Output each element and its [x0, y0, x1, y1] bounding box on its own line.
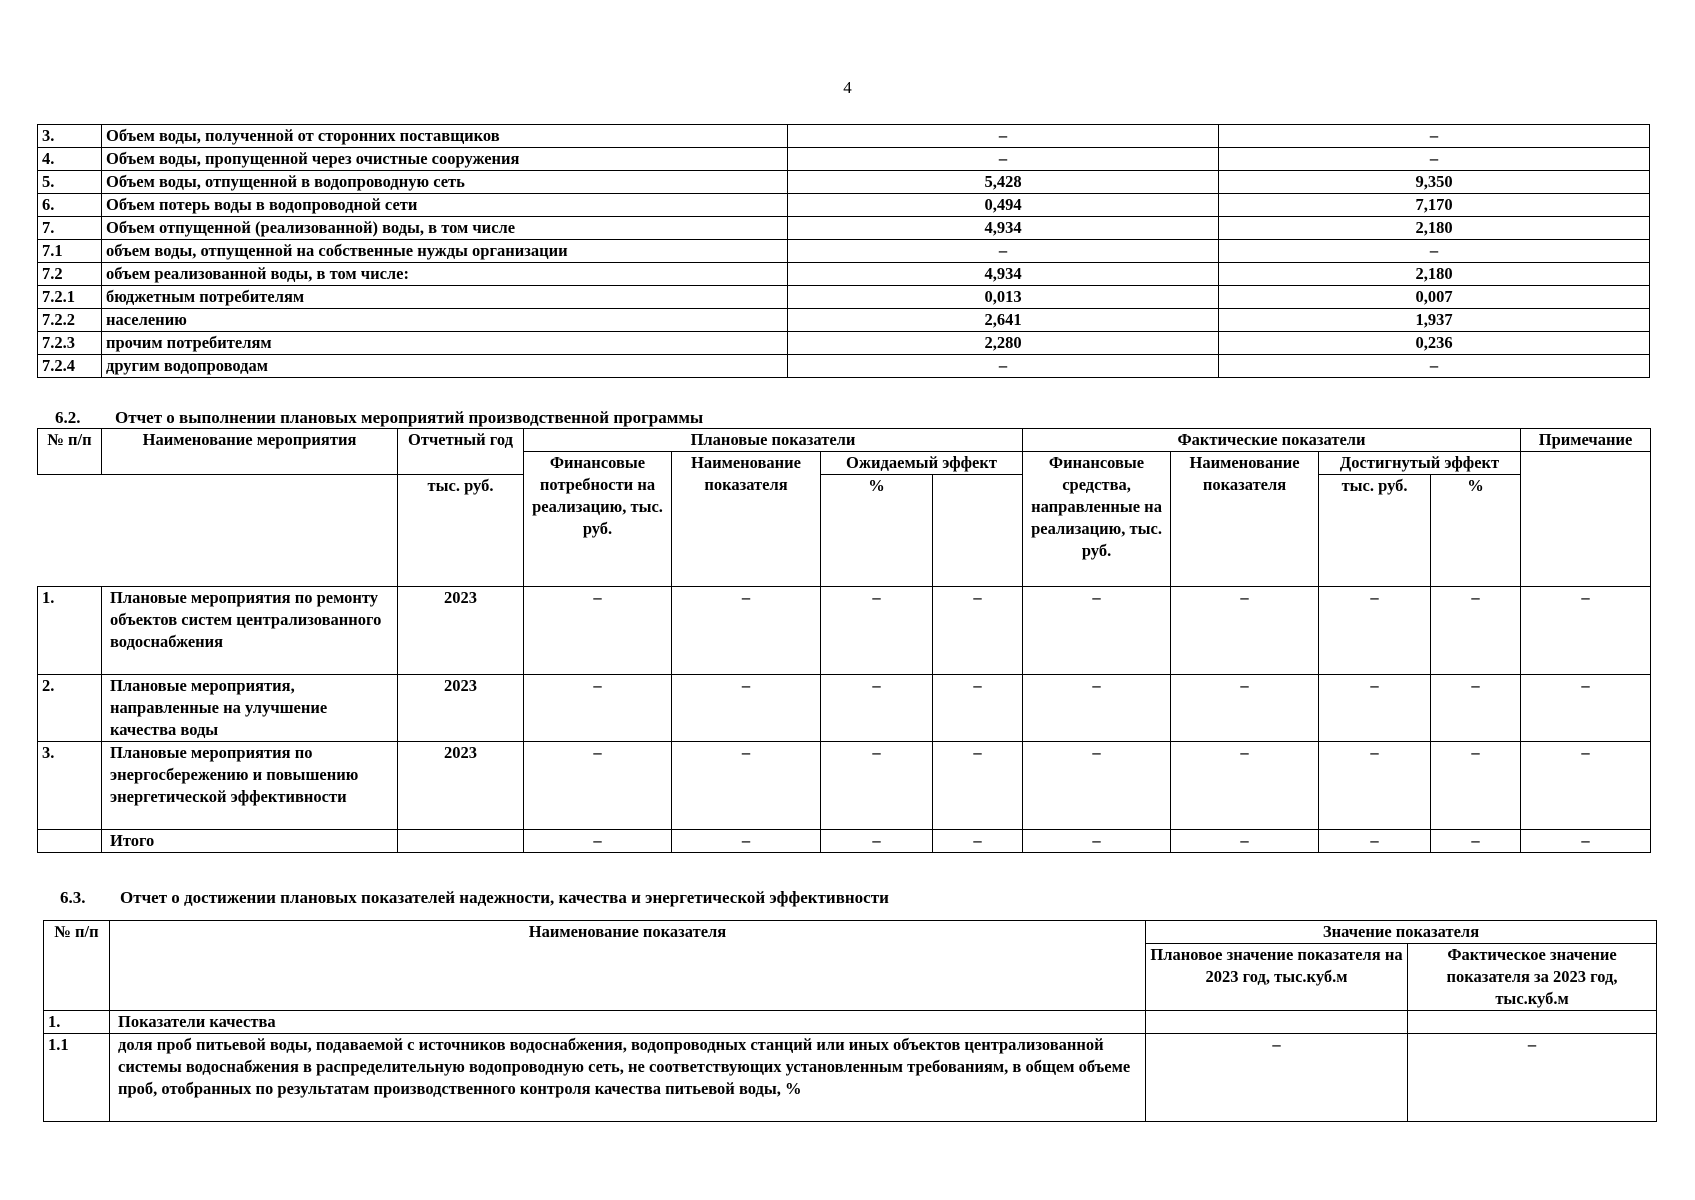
row-name: Объем воды, полученной от сторонних поставщиков	[102, 125, 788, 148]
row-value: –	[821, 675, 933, 742]
header-plan-value: Плановое значение показателя на 2023 год, тыс.куб.м	[1146, 944, 1408, 1011]
row-value: –	[933, 742, 1023, 830]
header-act-rub: тыс. руб.	[1319, 475, 1431, 587]
row-value: –	[672, 830, 821, 853]
row-name: Плановые мероприятия, направленные на улучшение качества воды	[102, 675, 398, 742]
row-value: –	[1319, 830, 1431, 853]
row-number: 7.	[38, 217, 102, 240]
row-value: –	[933, 830, 1023, 853]
value-actual: 1,937	[1219, 309, 1650, 332]
table-row	[38, 309, 1650, 332]
row-value: –	[1171, 587, 1319, 675]
row-value: –	[1319, 587, 1431, 675]
row-number: 4.	[38, 148, 102, 171]
value-planned: –	[788, 240, 1219, 263]
row-value: –	[672, 675, 821, 742]
header-act-pct: %	[1431, 475, 1521, 587]
table-row	[38, 675, 1651, 742]
row-value: –	[1521, 742, 1651, 830]
header-plan-pct: %	[821, 475, 933, 587]
table-row	[38, 171, 1650, 194]
value-planned: 0,494	[788, 194, 1219, 217]
header-value: Значение показателя	[1146, 921, 1657, 944]
value-actual: –	[1219, 125, 1650, 148]
row-number: 3.	[38, 125, 102, 148]
row-number: 5.	[38, 171, 102, 194]
reliability-indicators-table	[43, 920, 1657, 1122]
row-number: 1.	[38, 587, 102, 675]
row-value: –	[524, 830, 672, 853]
header-act-fin: Финансовые средства, направленные на реализацию, тыс. руб.	[1023, 452, 1171, 587]
row-year: 2023	[398, 742, 524, 830]
table-row	[38, 194, 1650, 217]
row-number: 1.	[44, 1011, 110, 1034]
table-row	[38, 148, 1650, 171]
row-value: –	[1521, 675, 1651, 742]
row-number: 7.2.1	[38, 286, 102, 309]
value-planned: –	[788, 125, 1219, 148]
section-6-3-title	[60, 888, 889, 908]
value-actual: –	[1219, 355, 1650, 378]
row-value: –	[821, 587, 933, 675]
row-value: –	[933, 675, 1023, 742]
row-name: бюджетным потребителям	[102, 286, 788, 309]
section-number: 6.2.	[55, 408, 81, 427]
row-value: –	[524, 587, 672, 675]
row-number: 3.	[38, 742, 102, 830]
header-note: Примечание	[1521, 429, 1651, 452]
row-name: объем реализованной воды, в том числе:	[102, 263, 788, 286]
row-value: –	[933, 587, 1023, 675]
row-number: 7.2.3	[38, 332, 102, 355]
value-actual: 7,170	[1219, 194, 1650, 217]
value-planned: 2,641	[788, 309, 1219, 332]
row-value: –	[1023, 830, 1171, 853]
row-value: –	[1171, 830, 1319, 853]
header-plan-rub: тыс. руб.	[398, 475, 524, 587]
value-actual: 2,180	[1219, 217, 1650, 240]
value-actual: –	[1219, 148, 1650, 171]
value-planned: 4,934	[788, 263, 1219, 286]
row-number: 1.1	[44, 1034, 110, 1122]
row-name: Объем воды, отпущенной в водопроводную сеть	[102, 171, 788, 194]
row-value: –	[1023, 675, 1171, 742]
row-number: 7.2.4	[38, 355, 102, 378]
value-actual: 0,236	[1219, 332, 1650, 355]
value-planned: 5,428	[788, 171, 1219, 194]
row-number: 6.	[38, 194, 102, 217]
row-name: Объем потерь воды в водопроводной сети	[102, 194, 788, 217]
table-row	[38, 263, 1650, 286]
table-row	[38, 830, 1651, 853]
value-planned: –	[788, 355, 1219, 378]
value-planned: –	[788, 148, 1219, 171]
row-fact-value: –	[1408, 1034, 1657, 1122]
row-year: 2023	[398, 587, 524, 675]
row-value: –	[1023, 587, 1171, 675]
table-row	[44, 1034, 1657, 1122]
header-year: Отчетный год	[398, 429, 524, 475]
header-fact-value: Фактическое значение показателя за 2023 год, тыс.куб.м	[1408, 944, 1657, 1011]
value-planned: 2,280	[788, 332, 1219, 355]
row-name: доля проб питьевой воды, подаваемой с источников водоснабжения, водопроводных станций или иных объектов централизованной системы водоснабжения в распределительную водопроводную сеть, не соответствующих установленным требованиям, в общем объеме проб, отобранных по результатам производственного контроля качества питьевой воды, %	[110, 1034, 1146, 1122]
row-name: населению	[102, 309, 788, 332]
row-number: 7.1	[38, 240, 102, 263]
header-act-effect: Достигнутый эффект	[1319, 452, 1521, 475]
row-value: –	[1023, 742, 1171, 830]
row-value: –	[1521, 830, 1651, 853]
row-plan-value	[1146, 1011, 1408, 1034]
value-planned: 0,013	[788, 286, 1219, 309]
section-number: 6.3.	[60, 888, 86, 907]
table-row	[38, 587, 1651, 675]
row-name: Показатели качества	[110, 1011, 1146, 1034]
row-value: –	[672, 587, 821, 675]
row-name: Плановые мероприятия по ремонту объектов систем централизованного водоснабжения	[102, 587, 398, 675]
section-title-text: Отчет о выполнении плановых мероприятий производственной программы	[115, 408, 704, 427]
spacer	[38, 475, 398, 587]
row-value: –	[1319, 675, 1431, 742]
header-actual: Фактические показатели	[1023, 429, 1521, 452]
value-actual: –	[1219, 240, 1650, 263]
row-value: –	[524, 742, 672, 830]
row-number: 7.2.2	[38, 309, 102, 332]
table-row	[38, 742, 1651, 830]
value-actual: 9,350	[1219, 171, 1650, 194]
section-6-2-title	[55, 408, 703, 428]
water-balance-table	[37, 124, 1650, 378]
row-year: 2023	[398, 675, 524, 742]
row-value: –	[1431, 742, 1521, 830]
row-name: другим водопроводам	[102, 355, 788, 378]
table-row	[38, 240, 1650, 263]
row-name: Объем воды, пропущенной через очистные сооружения	[102, 148, 788, 171]
row-name: Объем отпущенной (реализованной) воды, в том числе	[102, 217, 788, 240]
header-act-indicator: Наименование показателя	[1171, 452, 1319, 587]
value-planned: 4,934	[788, 217, 1219, 240]
row-value: –	[1431, 675, 1521, 742]
row-value: –	[672, 742, 821, 830]
table-row	[38, 355, 1650, 378]
table-row	[38, 332, 1650, 355]
row-name: Плановые мероприятия по энергосбережению и повышению энергетической эффективности	[102, 742, 398, 830]
planned-measures-table	[37, 428, 1651, 853]
row-value: –	[821, 742, 933, 830]
header-num: № п/п	[44, 921, 110, 1011]
header-plan-effect: Ожидаемый эффект	[821, 452, 1023, 475]
row-value: –	[1171, 675, 1319, 742]
row-number: 7.2	[38, 263, 102, 286]
table-row	[38, 217, 1650, 240]
section-title-text: Отчет о достижении плановых показателей надежности, качества и энергетической эффективности	[120, 888, 889, 907]
row-value: –	[1431, 830, 1521, 853]
table-row	[44, 1011, 1657, 1034]
row-value: –	[1171, 742, 1319, 830]
row-value: –	[1319, 742, 1431, 830]
table-row	[38, 125, 1650, 148]
row-value: –	[524, 675, 672, 742]
row-name: объем воды, отпущенной на собственные нужды организации	[102, 240, 788, 263]
row-number: 2.	[38, 675, 102, 742]
row-year	[398, 830, 524, 853]
header-name: Наименование мероприятия	[102, 429, 398, 475]
value-actual: 0,007	[1219, 286, 1650, 309]
row-fact-value	[1408, 1011, 1657, 1034]
value-actual: 2,180	[1219, 263, 1650, 286]
row-plan-value: –	[1146, 1034, 1408, 1122]
header-name: Наименование показателя	[110, 921, 1146, 1011]
header-plan-indicator: Наименование показателя	[672, 452, 821, 587]
page-number: 4	[843, 78, 852, 97]
row-value: –	[1431, 587, 1521, 675]
row-name: прочим потребителям	[102, 332, 788, 355]
row-number	[38, 830, 102, 853]
header-num: № п/п	[38, 429, 102, 475]
table-row	[38, 286, 1650, 309]
row-value: –	[821, 830, 933, 853]
header-plan-fin: Финансовые потребности на реализацию, тыс. руб.	[524, 452, 672, 587]
header-note-blank	[1521, 452, 1651, 587]
row-name: Итого	[102, 830, 398, 853]
row-value: –	[1521, 587, 1651, 675]
header-planned: Плановые показатели	[524, 429, 1023, 452]
